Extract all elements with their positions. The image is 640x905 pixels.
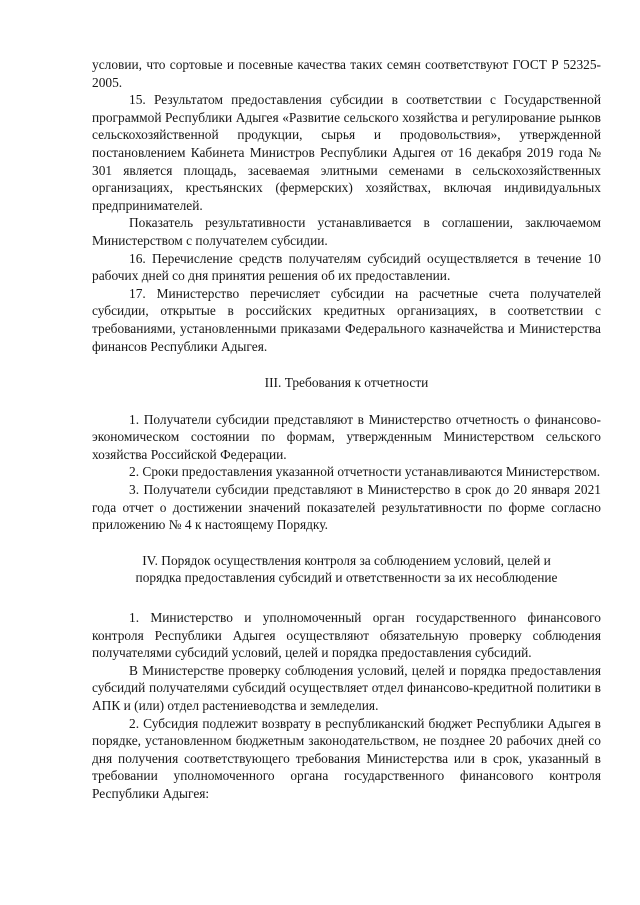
paragraph-indicator: Показатель результативности устанавливается в соглашении, заключаемом Министерством с получателем субсидии.	[92, 215, 601, 248]
section-3-item-2: 2. Сроки предоставления указанной отчетности устанавливаются Министерством.	[129, 464, 601, 480]
section-3-heading: III. Требования к отчетности	[264, 375, 429, 391]
section-4-check-department: В Министерстве проверку соблюдения условий, целей и порядка предоставления субсидий получателями субсидий осуществляет отдел финансово-кредитной политики в АПК и (или) отдел растениеводства и земледелия.	[92, 662, 601, 713]
paragraph-item-17: 17. Министерство перечисляет субсидии на расчетные счета получателей субсидии, открытые в российских кредитных организациях, в соответствии с требованиями, установленными приказами Федерального казначейства и Министерства финансов Республики Адыгея.	[92, 285, 601, 354]
section-4-heading	[92, 552, 601, 587]
section-4-item-1: 1. Министерство и уполномоченный орган государственного финансового контроля Республики Адыгея осуществляют обязательную проверку соблюдения получателями субсидий условий, целей и порядка предоставления субсидий.	[92, 610, 601, 661]
paragraph-item-16: 16. Перечисление средств получателям субсидий осуществляется в течение 10 рабочих дней со дня принятия решения об их предоставлении.	[92, 250, 601, 284]
paragraph-item-15: 15. Результатом предоставления субсидии в соответствии с Государственной программой Республики Адыгея «Развитие сельского хозяйства и регулирование рынков сельскохозяйственной продукции, сырья и продовольствия», утвержденной постановлением Кабинета Министров Республики Адыгея от 16 декабря 2019 года № 301 является площадь, засеваемая элитными семенами в сельскохозяйственных организациях, крестьянских (фермерских) хозяйствах, включая индивидуальных предпринимателей.	[92, 92, 601, 213]
paragraph-continuation: условии, что сортовые и посевные качества таких семян соответствуют ГОСТ Р 52325-2005.	[92, 57, 601, 90]
section-3-item-3: 3. Получатели субсидии представляют в Министерство в срок до 20 января 2021 года отчет о достижении значений показателей результативности по форме согласно приложению № 4 к настоящему Порядку.	[92, 482, 601, 533]
section-3-item-1: 1. Получатели субсидии представляют в Министерство отчетность о финансово-экономическом состоянии по формам, утвержденным Министерством сельского хозяйства Российской Федерации.	[92, 411, 601, 462]
section-4-heading-line-2: порядка предоставления субсидий и ответственности за их несоблюдение	[135, 570, 558, 586]
section-4-item-2: 2. Субсидия подлежит возврату в республиканский бюджет Республики Адыгея в порядке, установленном бюджетным законодательством, не позднее 20 рабочих дней со дня получения соответствующего требования Министерства или в срок, указанный в требовании уполномоченного органа государственного финансового контроля Республики Адыгея:	[92, 715, 601, 801]
section-4-heading-line-1: IV. Порядок осуществления контроля за соблюдением условий, целей и	[142, 552, 551, 568]
